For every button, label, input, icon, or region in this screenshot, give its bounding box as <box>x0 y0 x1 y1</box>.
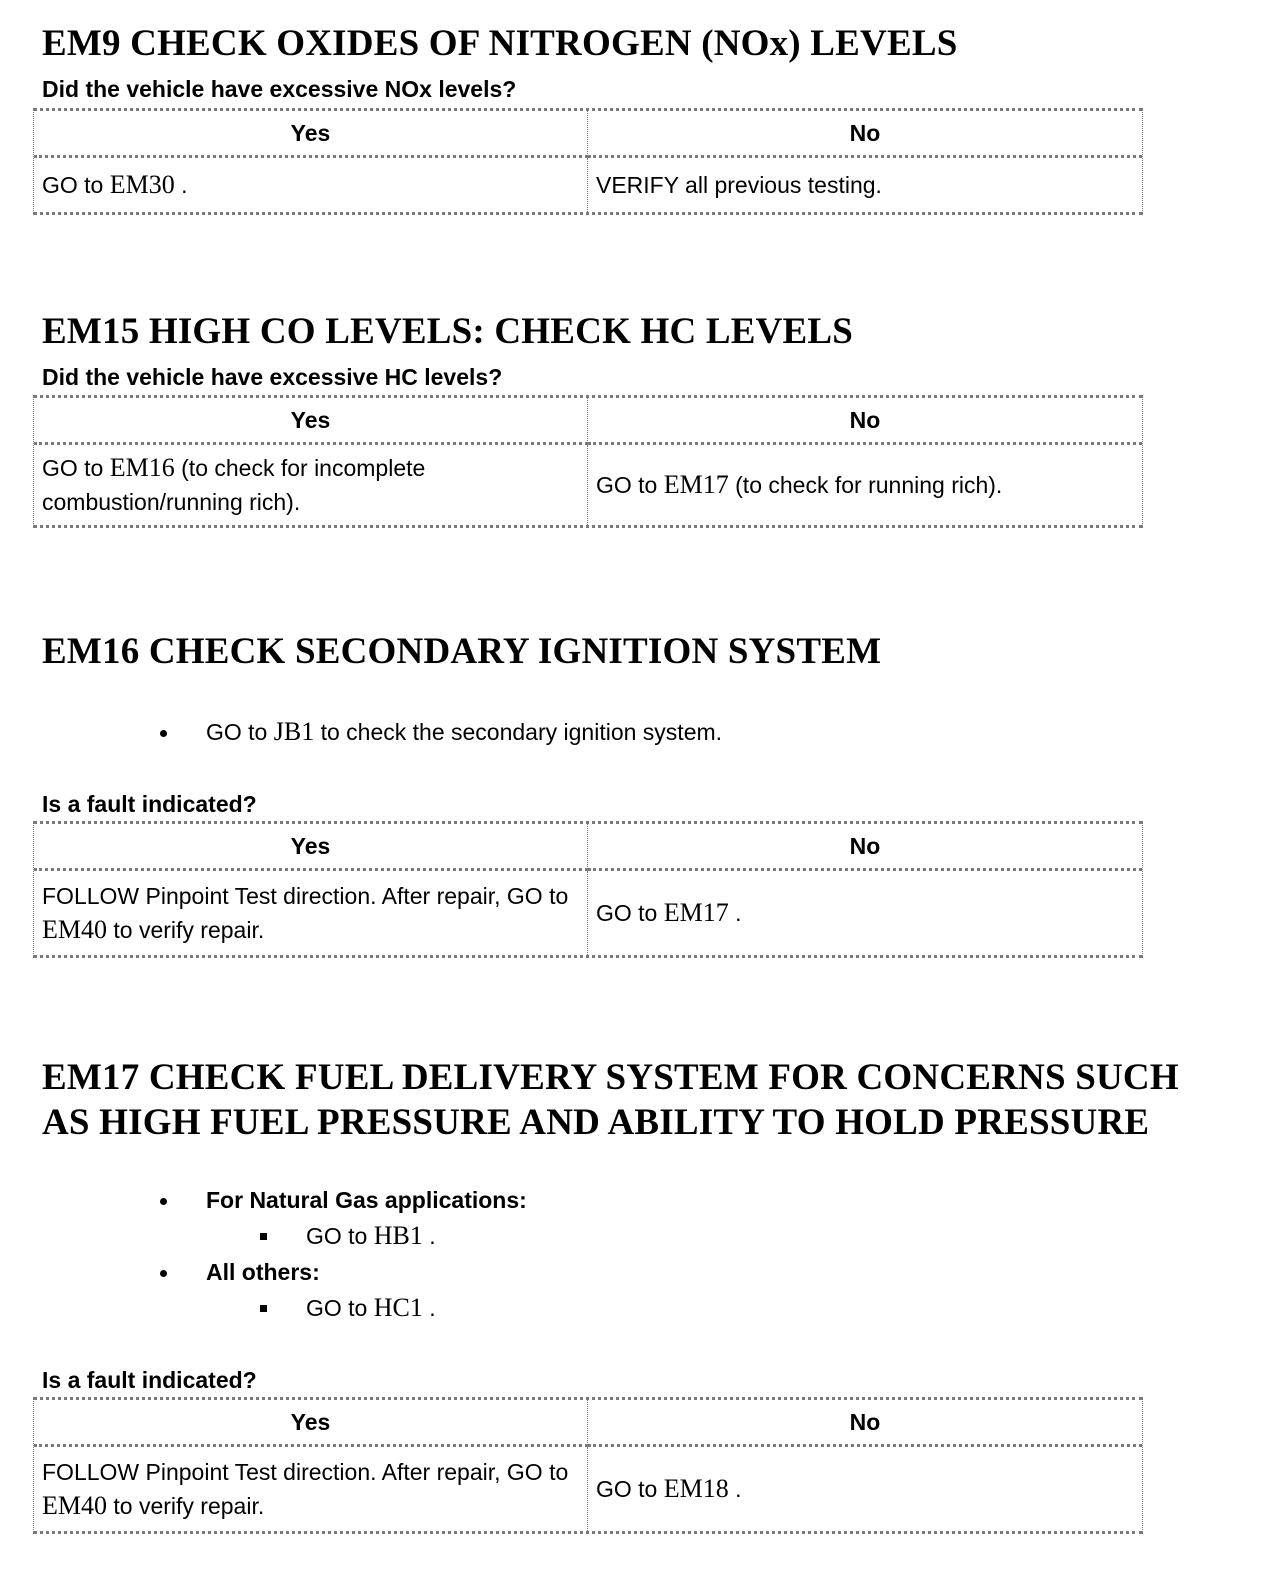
yes-no-table <box>33 1397 1143 1534</box>
sub-text-post: . <box>422 1223 436 1249</box>
no-header: No <box>588 111 1142 158</box>
sub-step-link[interactable]: HC1 <box>373 1293 423 1322</box>
yes-step-link[interactable]: EM40 <box>42 915 107 944</box>
no-cell <box>588 1447 1142 1531</box>
yes-header: Yes <box>34 398 588 445</box>
section-question: Did the vehicle have excessive NOx levels? <box>42 76 517 102</box>
no-text-pre: GO to <box>596 900 664 926</box>
yes-text-post: . <box>174 172 188 198</box>
section-question: Is a fault indicated? <box>42 791 257 817</box>
section-heading-line-2: AS HIGH FUEL PRESSURE AND ABILITY TO HOLD PRESSURE <box>42 1102 1150 1143</box>
bullet-list <box>160 1182 527 1326</box>
section-question: Is a fault indicated? <box>42 1367 257 1393</box>
yes-text-pre: GO to <box>42 172 110 198</box>
bullet-list <box>160 714 722 750</box>
no-cell <box>588 158 1142 212</box>
yes-step-link[interactable]: EM30 <box>109 170 175 199</box>
yes-no-table <box>33 108 1143 215</box>
sub-list-item <box>260 1290 527 1326</box>
sub-step-link[interactable]: HB1 <box>373 1221 423 1250</box>
bullet-label: For Natural Gas applications: <box>206 1187 527 1213</box>
list-item <box>160 714 722 750</box>
no-text-post: . <box>728 1476 742 1502</box>
no-text-post: (to check for running rich). <box>728 472 1003 498</box>
yes-text-post: (to check for incomplete combustion/running rich). <box>42 455 426 515</box>
no-header: No <box>588 398 1142 445</box>
no-text-post: . <box>728 900 742 926</box>
yes-step-link[interactable]: EM40 <box>42 1491 107 1520</box>
section-question: Did the vehicle have excessive HC levels? <box>42 364 503 390</box>
bullet-text-pre: GO to <box>206 719 274 745</box>
yes-cell <box>34 445 588 525</box>
sub-list <box>206 1290 527 1326</box>
no-step-link[interactable]: EM18 <box>663 1474 729 1503</box>
sub-list <box>206 1218 527 1254</box>
bullet-label: All others: <box>206 1259 320 1285</box>
yes-cell <box>34 871 588 955</box>
yes-no-table <box>33 821 1143 958</box>
yes-text-pre: FOLLOW Pinpoint Test direction. After repair, GO to <box>42 883 569 909</box>
sub-text-pre: GO to <box>306 1223 374 1249</box>
no-text-pre: GO to <box>596 1476 664 1502</box>
section-heading: EM15 HIGH CO LEVELS: CHECK HC LEVELS <box>42 311 854 352</box>
yes-header: Yes <box>34 1400 588 1447</box>
no-text-pre: GO to <box>596 472 664 498</box>
bullet-step-link[interactable]: JB1 <box>273 717 315 746</box>
yes-header: Yes <box>34 111 588 158</box>
no-header: No <box>588 824 1142 871</box>
sub-text-post: . <box>422 1295 436 1321</box>
yes-cell <box>34 158 588 212</box>
yes-text-post: to verify repair. <box>107 1493 265 1519</box>
no-cell <box>588 445 1142 525</box>
list-item <box>160 1254 527 1326</box>
section-heading-line-1: EM17 CHECK FUEL DELIVERY SYSTEM FOR CONCERNS SUCH <box>42 1057 1179 1098</box>
yes-text-post: to verify repair. <box>107 917 265 943</box>
section-heading: EM9 CHECK OXIDES OF NITROGEN (NOx) LEVELS <box>42 23 958 64</box>
yes-step-link[interactable]: EM16 <box>109 453 175 482</box>
yes-text-pre: FOLLOW Pinpoint Test direction. After repair, GO to <box>42 1459 569 1485</box>
no-header: No <box>588 1400 1142 1447</box>
yes-no-table <box>33 395 1143 528</box>
section-heading: EM16 CHECK SECONDARY IGNITION SYSTEM <box>42 631 882 672</box>
sub-text-pre: GO to <box>306 1295 374 1321</box>
yes-cell <box>34 1447 588 1531</box>
no-step-link[interactable]: EM17 <box>663 898 729 927</box>
no-cell <box>588 871 1142 955</box>
bullet-text-post: to check the secondary ignition system. <box>314 719 723 745</box>
sub-list-item <box>260 1218 527 1254</box>
no-text: VERIFY all previous testing. <box>596 172 882 198</box>
list-item <box>160 1182 527 1254</box>
yes-header: Yes <box>34 824 588 871</box>
yes-text-pre: GO to <box>42 455 110 481</box>
no-step-link[interactable]: EM17 <box>663 470 729 499</box>
